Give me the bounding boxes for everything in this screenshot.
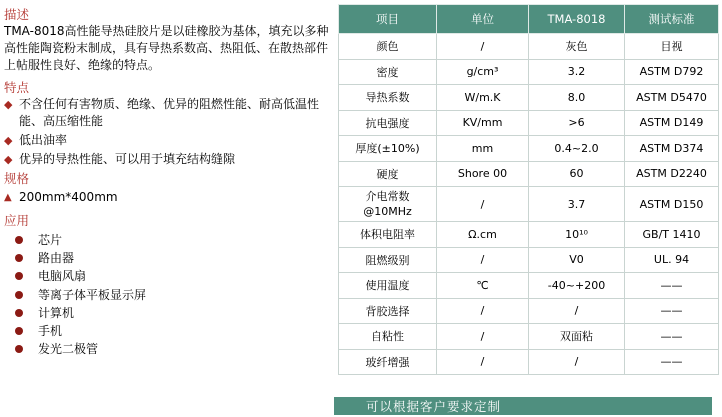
application-text: 芯片: [38, 233, 63, 247]
diamond-icon: ◆: [4, 153, 13, 166]
cell-unit: /: [437, 324, 529, 350]
table-row: [339, 59, 719, 85]
cell-item: 导热系数: [339, 85, 437, 111]
cell-standard: ASTM D792: [625, 59, 719, 85]
diamond-icon: ◆: [4, 98, 13, 111]
cell-standard: ——: [625, 324, 719, 350]
cell-item: 颜色: [339, 34, 437, 60]
application-item: [4, 249, 334, 267]
table-body: [339, 34, 719, 375]
table-row: [339, 110, 719, 136]
cell-unit: /: [437, 187, 529, 222]
description-text: TMA-8018高性能导热硅胶片是以硅橡胶为基体，填充以多种高性能陶瓷粉末制成，具有导热系数高、热阻低、在散热部件上帖服性良好、绝缘的特点。: [4, 24, 329, 72]
features-list: [4, 96, 334, 168]
dot-icon: [15, 291, 23, 299]
application-item: [4, 304, 334, 322]
cell-value: 10¹⁰: [529, 222, 625, 248]
feature-text: 不含任何有害物质、绝缘、优异的阻燃性能、耐高低温性能、高压缩性能: [19, 97, 320, 128]
application-item: [4, 231, 334, 249]
table-row: [339, 136, 719, 162]
application-text: 发光二极管: [38, 342, 99, 357]
cell-unit: Ω.cm: [437, 222, 529, 248]
cell-unit: mm: [437, 136, 529, 162]
cell-unit: ℃: [437, 273, 529, 299]
cell-unit: KV/mm: [437, 110, 529, 136]
cell-value: 3.2: [529, 59, 625, 85]
spec-text: 200mm*400mm: [19, 190, 118, 204]
features-title: 特点: [4, 80, 30, 95]
table-row: [339, 85, 719, 111]
table-header-row: [339, 5, 719, 34]
application-text: 计算机: [38, 305, 75, 320]
cell-value: 双面粘: [529, 324, 625, 350]
cell-standard: 目视: [625, 34, 719, 60]
cell-standard: ——: [625, 349, 719, 375]
cell-standard: GB/T 1410: [625, 222, 719, 248]
cell-standard: ——: [625, 273, 719, 299]
cell-value: 灰色: [529, 34, 625, 60]
product-description-panel: [4, 6, 334, 358]
table-row: [339, 187, 719, 222]
header-product: TMA-8018: [529, 5, 625, 34]
application-text: 等离子体平板显示屏: [38, 287, 147, 302]
feature-text: 低出油率: [19, 133, 68, 147]
cell-value: V0: [529, 247, 625, 273]
cell-standard: ——: [625, 298, 719, 324]
cell-item: 密度: [339, 59, 437, 85]
table-row: [339, 247, 719, 273]
cell-item: 阻燃级别: [339, 247, 437, 273]
spec-title: 规格: [4, 171, 30, 186]
specification-table: [338, 4, 719, 375]
cell-unit: /: [437, 349, 529, 375]
application-text: 手机: [38, 323, 63, 338]
application-item: [4, 340, 334, 358]
feature-item: [4, 132, 334, 149]
applications-title: 应用: [4, 213, 30, 228]
application-item: [4, 286, 334, 304]
cell-standard: ASTM D150: [625, 187, 719, 222]
cell-unit: /: [437, 298, 529, 324]
cell-standard: ASTM D5470: [625, 85, 719, 111]
cell-item: 使用温度: [339, 273, 437, 299]
header-item: 项目: [339, 5, 437, 34]
dot-icon: [15, 236, 23, 244]
header-standard: 测试标准: [625, 5, 719, 34]
header-unit: 单位: [437, 5, 529, 34]
cell-item: 硬度: [339, 161, 437, 187]
table-row: [339, 34, 719, 60]
description-title: 描述: [4, 7, 30, 22]
feature-text: 优异的导热性能、可以用于填充结构缝隙: [19, 152, 236, 166]
cell-standard: UL. 94: [625, 247, 719, 273]
cell-value: /: [529, 349, 625, 375]
cell-standard: ASTM D2240: [625, 161, 719, 187]
cell-item: 抗电强度: [339, 110, 437, 136]
triangle-icon: ▲: [4, 192, 12, 203]
table-row: [339, 298, 719, 324]
table-row: [339, 349, 719, 375]
cell-value: 8.0: [529, 85, 625, 111]
cell-item: 玻纤增强: [339, 349, 437, 375]
cell-value: >6: [529, 110, 625, 136]
cell-unit: /: [437, 247, 529, 273]
application-text: 电脑风扇: [38, 269, 87, 284]
cell-unit: W/m.K: [437, 85, 529, 111]
cell-standard: ASTM D149: [625, 110, 719, 136]
customization-banner: 可以根据客户要求定制: [334, 397, 712, 415]
cell-unit: g/cm³: [437, 59, 529, 85]
cell-item: 介电常数 @10MHz: [339, 187, 437, 222]
dot-icon: [15, 272, 23, 280]
cell-unit: /: [437, 34, 529, 60]
cell-item: 厚度(±10%): [339, 136, 437, 162]
application-text: 路由器: [38, 251, 75, 266]
diamond-icon: ◆: [4, 134, 13, 147]
cell-value: /: [529, 298, 625, 324]
dot-icon: [15, 327, 23, 335]
table-row: [339, 222, 719, 248]
dot-icon: [15, 254, 23, 262]
cell-value: 0.4~2.0: [529, 136, 625, 162]
cell-standard: ASTM D374: [625, 136, 719, 162]
table-row: [339, 161, 719, 187]
table-row: [339, 324, 719, 350]
applications-list: [4, 231, 334, 358]
cell-item: 自粘性: [339, 324, 437, 350]
cell-value: -40~+200: [529, 273, 625, 299]
feature-item: [4, 151, 334, 168]
table-row: [339, 273, 719, 299]
cell-value: 3.7: [529, 187, 625, 222]
cell-item: 体积电阻率: [339, 222, 437, 248]
spec-item: [4, 189, 334, 206]
cell-item: 背胶选择: [339, 298, 437, 324]
dot-icon: [15, 309, 23, 317]
cell-value: 60: [529, 161, 625, 187]
cell-unit: Shore 00: [437, 161, 529, 187]
feature-item: [4, 96, 334, 130]
application-item: [4, 267, 334, 285]
application-item: [4, 322, 334, 340]
dot-icon: [15, 345, 23, 353]
